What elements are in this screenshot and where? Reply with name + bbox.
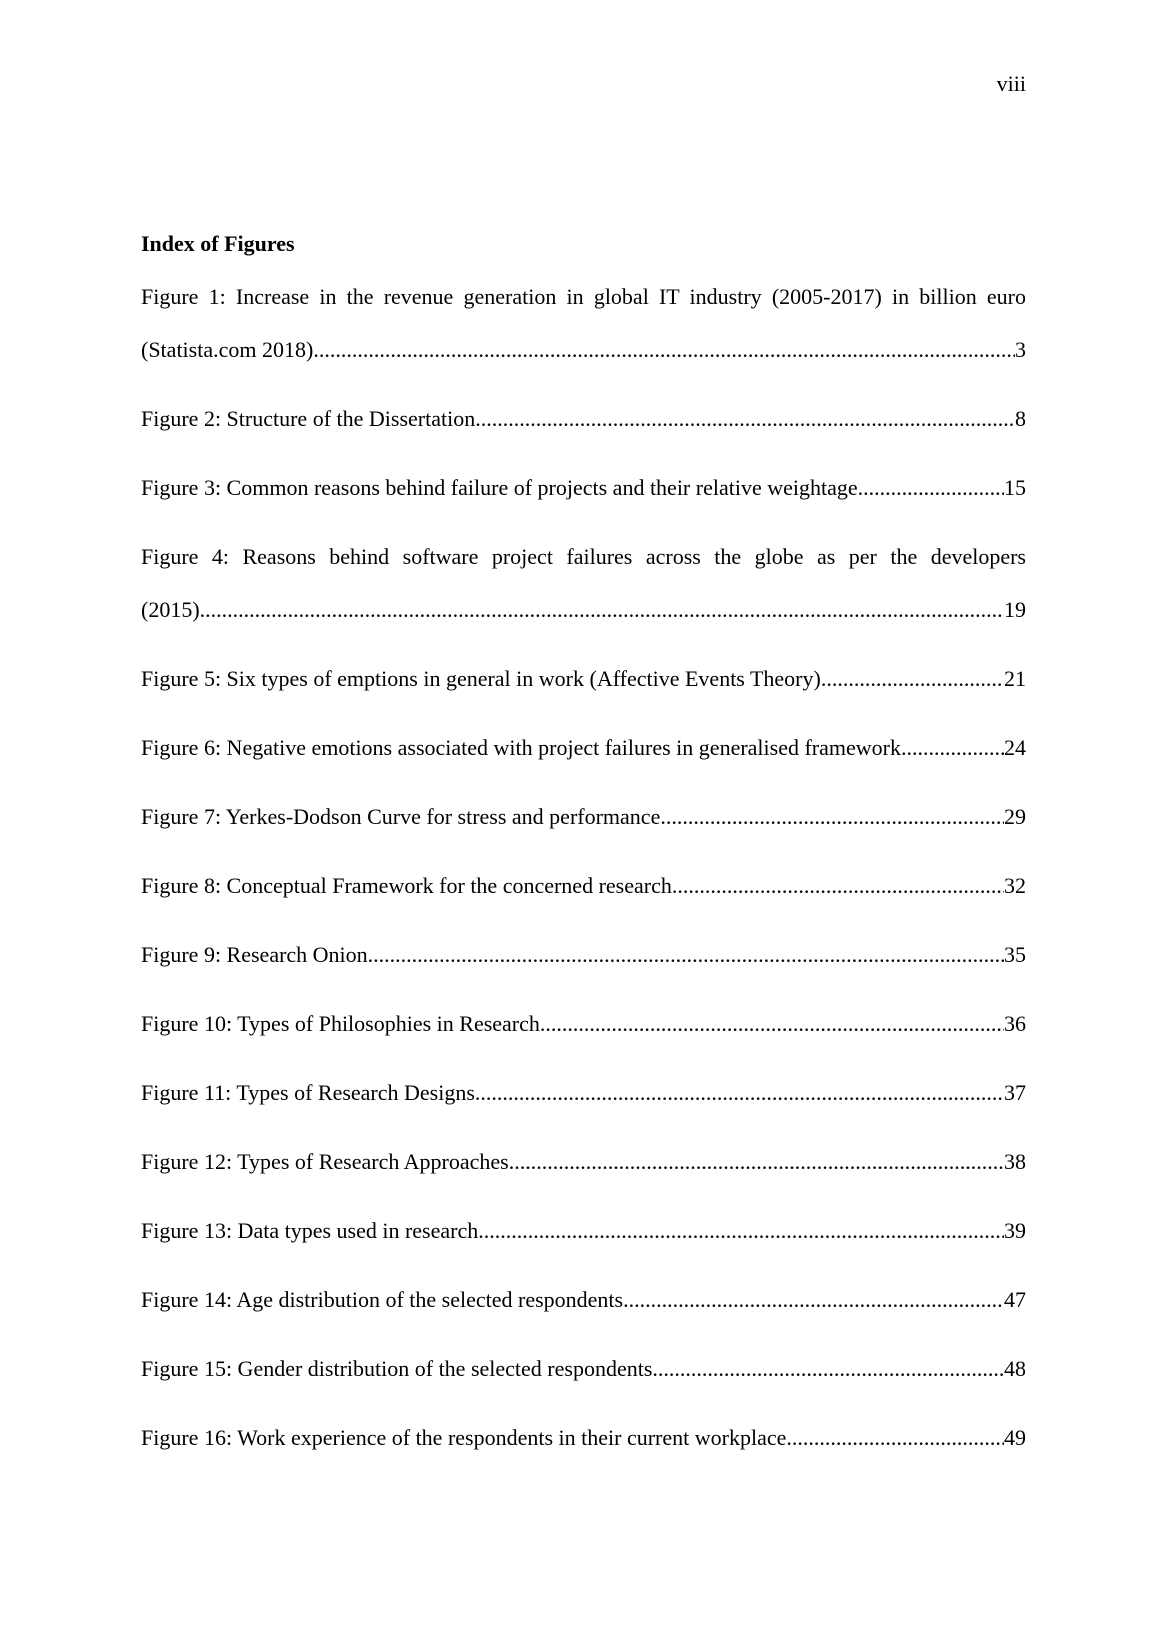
page-number: viii [996,71,1026,96]
entry-title: Figure 16: Work experience of the respondents in their current workplace [141,1425,787,1450]
entry-leader-line [141,1135,1026,1188]
figure-entry-6[interactable] [141,721,1026,774]
index-of-figures [141,230,1026,1480]
entry-leader-line [141,583,1026,636]
figure-entry-8[interactable] [141,859,1026,912]
dot-leader [786,1411,1004,1464]
entry-title: Figure 7: Yerkes-Dodson Curve for stress and performance [141,804,661,829]
dot-leader [672,859,1004,912]
entry-page-number: 8 [1015,406,1026,431]
entry-leader-line [141,997,1026,1050]
entry-page-number: 15 [1004,475,1026,500]
entry-page-number: 47 [1004,1287,1026,1312]
entry-page-number: 19 [1004,597,1026,622]
entry-title: Figure 14: Age distribution of the selected respondents [141,1287,624,1312]
entry-title: Figure 2: Structure of the Dissertation [141,406,476,431]
entry-page-number: 3 [1015,337,1026,362]
figure-entry-10[interactable] [141,997,1026,1050]
dot-leader [821,652,1004,705]
entry-leader-line [141,859,1026,912]
figure-entry-11[interactable] [141,1066,1026,1119]
dot-leader [475,1066,1004,1119]
entry-page-number: 36 [1004,1011,1026,1036]
entry-leader-line [141,790,1026,843]
entry-leader-line [141,721,1026,774]
figure-entry-7[interactable] [141,790,1026,843]
entry-page-number: 21 [1004,666,1026,691]
entry-title: Figure 10: Types of Philosophies in Research [141,1011,540,1036]
entry-leader-line [141,1411,1026,1464]
entry-title: Figure 9: Research Onion [141,942,368,967]
index-heading: Index of Figures [141,231,295,256]
dot-leader [475,392,1015,445]
entry-leader-line [141,652,1026,705]
entry-title: Figure 5: Six types of emptions in general in work (Affective Events Theory) [141,666,821,691]
figure-entry-2[interactable] [141,392,1026,445]
entry-page-number: 24 [1004,735,1026,760]
entry-leader-line [141,928,1026,981]
entry-page-number: 29 [1004,804,1026,829]
entry-leader-line [141,1204,1026,1257]
dot-leader [652,1342,1004,1395]
dot-leader [200,583,1004,636]
entry-first-line: Figure 4: Reasons behind software project failures across the globe as per the developers [141,544,1026,569]
entry-title: Figure 6: Negative emotions associated with project failures in generalised framework [141,735,901,760]
dot-leader [509,1135,1004,1188]
dot-leader [660,790,1004,843]
figure-entry-9[interactable] [141,928,1026,981]
figure-entry-13[interactable] [141,1204,1026,1257]
dot-leader [313,323,1015,376]
figure-entry-1[interactable] [141,270,1026,376]
entry-leader-line [141,323,1026,376]
dot-leader [858,461,1004,514]
dot-leader [540,997,1004,1050]
entry-title: (Statista.com 2018) [141,337,314,362]
entry-title: Figure 12: Types of Research Approaches [141,1149,509,1174]
entry-page-number: 38 [1004,1149,1026,1174]
figure-entry-4[interactable] [141,530,1026,636]
entry-title: Figure 8: Conceptual Framework for the concerned research [141,873,672,898]
entry-title: Figure 11: Types of Research Designs [141,1080,475,1105]
entry-title: Figure 13: Data types used in research [141,1218,479,1243]
figure-entry-16[interactable] [141,1411,1026,1464]
entry-title: Figure 15: Gender distribution of the selected respondents [141,1356,653,1381]
dot-leader [901,721,1004,774]
entry-page-number: 48 [1004,1356,1026,1381]
dot-leader [368,928,1004,981]
entry-leader-line [141,392,1026,445]
entry-page-number: 35 [1004,942,1026,967]
entry-title: (2015) [141,597,200,622]
entry-page-number: 32 [1004,873,1026,898]
entry-page-number: 39 [1004,1218,1026,1243]
entry-leader-line [141,1342,1026,1395]
figure-entry-14[interactable] [141,1273,1026,1326]
entry-title: Figure 3: Common reasons behind failure of projects and their relative weightage [141,475,858,500]
dot-leader [623,1273,1004,1326]
figure-entry-15[interactable] [141,1342,1026,1395]
dot-leader [478,1204,1004,1257]
figure-entry-12[interactable] [141,1135,1026,1188]
entry-leader-line [141,461,1026,514]
entry-leader-line [141,1066,1026,1119]
entry-first-line: Figure 1: Increase in the revenue generation in global IT industry (2005-2017) in billion euro [141,284,1026,309]
entry-leader-line [141,1273,1026,1326]
entry-page-number: 49 [1004,1425,1026,1450]
entry-page-number: 37 [1004,1080,1026,1105]
figure-entry-5[interactable] [141,652,1026,705]
figure-entry-3[interactable] [141,461,1026,514]
